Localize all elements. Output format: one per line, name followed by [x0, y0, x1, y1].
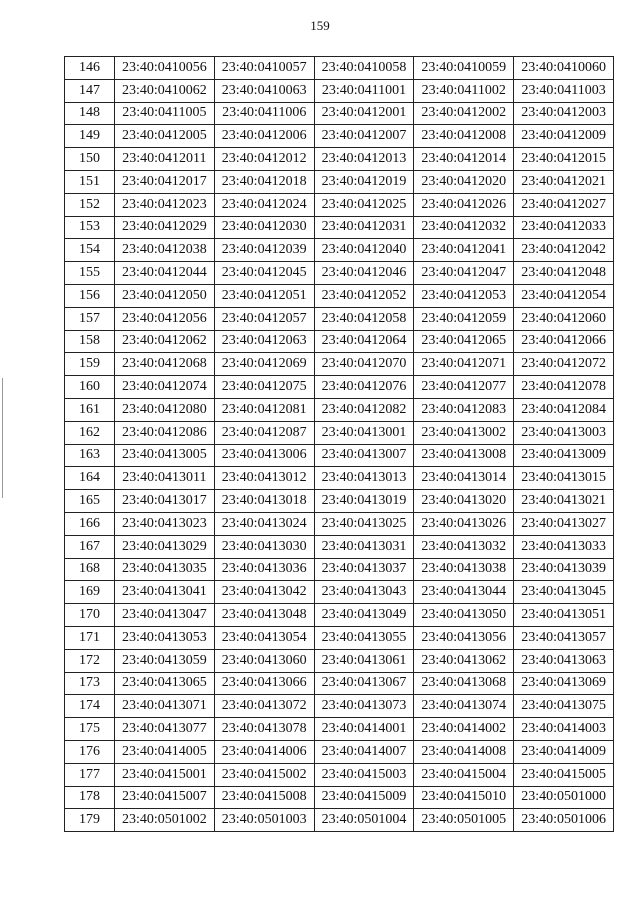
row-number-cell: 178 — [65, 786, 115, 809]
row-number-cell: 150 — [65, 148, 115, 171]
cadastral-code-cell: 23:40:0413047 — [115, 604, 215, 627]
cadastral-code-cell: 23:40:0501003 — [214, 809, 314, 832]
cadastral-code-cell: 23:40:0411006 — [214, 102, 314, 125]
cadastral-code-cell: 23:40:0415005 — [514, 763, 614, 786]
cadastral-code-cell: 23:40:0412056 — [115, 307, 215, 330]
row-number-cell: 157 — [65, 307, 115, 330]
cadastral-code-cell: 23:40:0412019 — [314, 170, 414, 193]
row-number-cell: 165 — [65, 490, 115, 513]
table-row — [65, 239, 614, 262]
cadastral-code-cell: 23:40:0412020 — [414, 170, 514, 193]
cadastral-code-cell: 23:40:0413060 — [214, 649, 314, 672]
table-row — [65, 398, 614, 421]
cadastral-code-cell: 23:40:0412057 — [214, 307, 314, 330]
cadastral-code-cell: 23:40:0413007 — [314, 444, 414, 467]
cadastral-code-cell: 23:40:0413005 — [115, 444, 215, 467]
cadastral-code-cell: 23:40:0501006 — [514, 809, 614, 832]
cadastral-code-cell: 23:40:0412075 — [214, 376, 314, 399]
cadastral-code-cell: 23:40:0410056 — [115, 57, 215, 80]
cadastral-code-cell: 23:40:0412077 — [414, 376, 514, 399]
cadastral-code-cell: 23:40:0412041 — [414, 239, 514, 262]
row-number-cell: 161 — [65, 398, 115, 421]
row-number-cell: 168 — [65, 558, 115, 581]
row-number-cell: 147 — [65, 79, 115, 102]
cadastral-code-cell: 23:40:0414002 — [414, 718, 514, 741]
row-number-cell: 148 — [65, 102, 115, 125]
cadastral-code-cell: 23:40:0414008 — [414, 740, 514, 763]
cadastral-code-cell: 23:40:0412065 — [414, 330, 514, 353]
row-number-cell: 153 — [65, 216, 115, 239]
cadastral-code-cell: 23:40:0412054 — [514, 284, 614, 307]
cadastral-code-cell: 23:40:0413057 — [514, 626, 614, 649]
cadastral-code-cell: 23:40:0412005 — [115, 125, 215, 148]
table-row — [65, 672, 614, 695]
row-number-cell: 167 — [65, 535, 115, 558]
cadastral-code-cell: 23:40:0412012 — [214, 148, 314, 171]
cadastral-code-cell: 23:40:0415002 — [214, 763, 314, 786]
cadastral-code-cell: 23:40:0412038 — [115, 239, 215, 262]
cadastral-code-cell: 23:40:0412058 — [314, 307, 414, 330]
cadastral-codes-table — [64, 56, 614, 832]
row-number-cell: 149 — [65, 125, 115, 148]
table-row — [65, 695, 614, 718]
table-row — [65, 763, 614, 786]
cadastral-code-cell: 23:40:0413008 — [414, 444, 514, 467]
cadastral-code-cell: 23:40:0412013 — [314, 148, 414, 171]
cadastral-code-cell: 23:40:0413071 — [115, 695, 215, 718]
cadastral-code-cell: 23:40:0412042 — [514, 239, 614, 262]
table-row — [65, 330, 614, 353]
cadastral-code-cell: 23:40:0501005 — [414, 809, 514, 832]
page-number: 159 — [310, 18, 330, 33]
row-number-cell: 164 — [65, 467, 115, 490]
table-row — [65, 535, 614, 558]
table-row — [65, 353, 614, 376]
cadastral-code-cell: 23:40:0415010 — [414, 786, 514, 809]
row-number-cell: 163 — [65, 444, 115, 467]
cadastral-code-cell: 23:40:0412064 — [314, 330, 414, 353]
row-number-cell: 155 — [65, 262, 115, 285]
cadastral-code-cell: 23:40:0413055 — [314, 626, 414, 649]
cadastral-code-cell: 23:40:0415001 — [115, 763, 215, 786]
cadastral-code-cell: 23:40:0412024 — [214, 193, 314, 216]
table-row — [65, 581, 614, 604]
cadastral-code-cell: 23:40:0413030 — [214, 535, 314, 558]
table-body — [65, 57, 614, 832]
cadastral-code-cell: 23:40:0412047 — [414, 262, 514, 285]
cadastral-code-cell: 23:40:0413003 — [514, 421, 614, 444]
cadastral-code-cell: 23:40:0412039 — [214, 239, 314, 262]
cadastral-code-cell: 23:40:0413066 — [214, 672, 314, 695]
row-number-cell: 156 — [65, 284, 115, 307]
cadastral-code-cell: 23:40:0412011 — [115, 148, 215, 171]
scan-margin-line — [2, 378, 3, 498]
cadastral-code-cell: 23:40:0413031 — [314, 535, 414, 558]
cadastral-code-cell: 23:40:0412070 — [314, 353, 414, 376]
row-number-cell: 169 — [65, 581, 115, 604]
cadastral-code-cell: 23:40:0411002 — [414, 79, 514, 102]
table-row — [65, 148, 614, 171]
cadastral-code-cell: 23:40:0413002 — [414, 421, 514, 444]
cadastral-code-cell: 23:40:0412078 — [514, 376, 614, 399]
cadastral-code-cell: 23:40:0412003 — [514, 102, 614, 125]
row-number-cell: 176 — [65, 740, 115, 763]
row-number-cell: 179 — [65, 809, 115, 832]
row-number-cell: 177 — [65, 763, 115, 786]
table-row — [65, 604, 614, 627]
cadastral-code-cell: 23:40:0410062 — [115, 79, 215, 102]
row-number-cell: 160 — [65, 376, 115, 399]
cadastral-code-cell: 23:40:0414007 — [314, 740, 414, 763]
cadastral-code-cell: 23:40:0413009 — [514, 444, 614, 467]
table-row — [65, 626, 614, 649]
cadastral-code-cell: 23:40:0413037 — [314, 558, 414, 581]
cadastral-code-cell: 23:40:0413059 — [115, 649, 215, 672]
row-number-cell: 152 — [65, 193, 115, 216]
cadastral-code-cell: 23:40:0414005 — [115, 740, 215, 763]
row-number-cell: 159 — [65, 353, 115, 376]
row-number-cell: 173 — [65, 672, 115, 695]
cadastral-code-cell: 23:40:0414009 — [514, 740, 614, 763]
cadastral-code-cell: 23:40:0412052 — [314, 284, 414, 307]
cadastral-code-cell: 23:40:0413032 — [414, 535, 514, 558]
cadastral-code-cell: 23:40:0412032 — [414, 216, 514, 239]
cadastral-code-cell: 23:40:0415008 — [214, 786, 314, 809]
cadastral-code-cell: 23:40:0412014 — [414, 148, 514, 171]
cadastral-code-cell: 23:40:0412046 — [314, 262, 414, 285]
cadastral-code-cell: 23:40:0413024 — [214, 512, 314, 535]
cadastral-code-cell: 23:40:0413042 — [214, 581, 314, 604]
cadastral-code-cell: 23:40:0412008 — [414, 125, 514, 148]
cadastral-code-cell: 23:40:0413075 — [514, 695, 614, 718]
cadastral-code-cell: 23:40:0415003 — [314, 763, 414, 786]
cadastral-code-cell: 23:40:0413063 — [514, 649, 614, 672]
cadastral-code-cell: 23:40:0412069 — [214, 353, 314, 376]
cadastral-code-cell: 23:40:0413026 — [414, 512, 514, 535]
cadastral-code-cell: 23:40:0413020 — [414, 490, 514, 513]
row-number-cell: 146 — [65, 57, 115, 80]
cadastral-code-cell: 23:40:0412063 — [214, 330, 314, 353]
cadastral-code-cell: 23:40:0413073 — [314, 695, 414, 718]
cadastral-code-cell: 23:40:0413069 — [514, 672, 614, 695]
cadastral-code-cell: 23:40:0412017 — [115, 170, 215, 193]
cadastral-code-cell: 23:40:0413017 — [115, 490, 215, 513]
table-row — [65, 79, 614, 102]
table-row — [65, 102, 614, 125]
cadastral-code-cell: 23:40:0412087 — [214, 421, 314, 444]
cadastral-code-cell: 23:40:0413001 — [314, 421, 414, 444]
cadastral-code-cell: 23:40:0413072 — [214, 695, 314, 718]
cadastral-code-cell: 23:40:0412071 — [414, 353, 514, 376]
table-row — [65, 307, 614, 330]
table-row — [65, 490, 614, 513]
cadastral-code-cell: 23:40:0413043 — [314, 581, 414, 604]
cadastral-code-cell: 23:40:0412030 — [214, 216, 314, 239]
table-row — [65, 467, 614, 490]
cadastral-code-cell: 23:40:0413051 — [514, 604, 614, 627]
cadastral-code-cell: 23:40:0412066 — [514, 330, 614, 353]
cadastral-code-cell: 23:40:0413021 — [514, 490, 614, 513]
cadastral-code-cell: 23:40:0413023 — [115, 512, 215, 535]
cadastral-code-cell: 23:40:0412060 — [514, 307, 614, 330]
cadastral-code-cell: 23:40:0412062 — [115, 330, 215, 353]
cadastral-code-cell: 23:40:0412025 — [314, 193, 414, 216]
cadastral-code-cell: 23:40:0413077 — [115, 718, 215, 741]
cadastral-code-cell: 23:40:0410059 — [414, 57, 514, 80]
cadastral-code-cell: 23:40:0412021 — [514, 170, 614, 193]
cadastral-code-cell: 23:40:0410063 — [214, 79, 314, 102]
cadastral-code-cell: 23:40:0412026 — [414, 193, 514, 216]
table-row — [65, 284, 614, 307]
table-row — [65, 512, 614, 535]
cadastral-code-cell: 23:40:0413050 — [414, 604, 514, 627]
cadastral-code-cell: 23:40:0413018 — [214, 490, 314, 513]
cadastral-code-cell: 23:40:0413044 — [414, 581, 514, 604]
row-number-cell: 172 — [65, 649, 115, 672]
cadastral-code-cell: 23:40:0413038 — [414, 558, 514, 581]
cadastral-code-cell: 23:40:0412040 — [314, 239, 414, 262]
cadastral-code-cell: 23:40:0414001 — [314, 718, 414, 741]
row-number-cell: 158 — [65, 330, 115, 353]
cadastral-code-cell: 23:40:0501002 — [115, 809, 215, 832]
cadastral-code-cell: 23:40:0413033 — [514, 535, 614, 558]
cadastral-code-cell: 23:40:0411005 — [115, 102, 215, 125]
cadastral-code-cell: 23:40:0412009 — [514, 125, 614, 148]
table-row — [65, 558, 614, 581]
table-row — [65, 786, 614, 809]
cadastral-code-cell: 23:40:0411001 — [314, 79, 414, 102]
cadastral-code-cell: 23:40:0412083 — [414, 398, 514, 421]
cadastral-code-cell: 23:40:0412045 — [214, 262, 314, 285]
row-number-cell: 166 — [65, 512, 115, 535]
cadastral-code-cell: 23:40:0413049 — [314, 604, 414, 627]
cadastral-code-cell: 23:40:0413027 — [514, 512, 614, 535]
cadastral-code-cell: 23:40:0412001 — [314, 102, 414, 125]
cadastral-code-cell: 23:40:0412007 — [314, 125, 414, 148]
cadastral-code-cell: 23:40:0412027 — [514, 193, 614, 216]
cadastral-code-cell: 23:40:0410060 — [514, 57, 614, 80]
cadastral-code-cell: 23:40:0412081 — [214, 398, 314, 421]
cadastral-code-cell: 23:40:0412029 — [115, 216, 215, 239]
cadastral-code-cell: 23:40:0413065 — [115, 672, 215, 695]
table-row — [65, 216, 614, 239]
cadastral-code-cell: 23:40:0412015 — [514, 148, 614, 171]
cadastral-code-cell: 23:40:0410058 — [314, 57, 414, 80]
cadastral-code-cell: 23:40:0413039 — [514, 558, 614, 581]
cadastral-code-cell: 23:40:0413012 — [214, 467, 314, 490]
cadastral-code-cell: 23:40:0413053 — [115, 626, 215, 649]
cadastral-code-cell: 23:40:0411003 — [514, 79, 614, 102]
table-row — [65, 193, 614, 216]
cadastral-code-cell: 23:40:0413067 — [314, 672, 414, 695]
row-number-cell: 154 — [65, 239, 115, 262]
cadastral-code-cell: 23:40:0501004 — [314, 809, 414, 832]
cadastral-code-cell: 23:40:0412023 — [115, 193, 215, 216]
cadastral-code-cell: 23:40:0412050 — [115, 284, 215, 307]
cadastral-code-cell: 23:40:0412051 — [214, 284, 314, 307]
cadastral-code-cell: 23:40:0412068 — [115, 353, 215, 376]
cadastral-code-cell: 23:40:0413035 — [115, 558, 215, 581]
table-row — [65, 57, 614, 80]
cadastral-code-cell: 23:40:0413041 — [115, 581, 215, 604]
table-row — [65, 376, 614, 399]
cadastral-code-cell: 23:40:0413014 — [414, 467, 514, 490]
cadastral-code-cell: 23:40:0412002 — [414, 102, 514, 125]
cadastral-code-cell: 23:40:0412033 — [514, 216, 614, 239]
row-number-cell: 175 — [65, 718, 115, 741]
cadastral-code-cell: 23:40:0412053 — [414, 284, 514, 307]
cadastral-code-cell: 23:40:0413078 — [214, 718, 314, 741]
table-row — [65, 262, 614, 285]
cadastral-code-cell: 23:40:0412059 — [414, 307, 514, 330]
row-number-cell: 171 — [65, 626, 115, 649]
cadastral-code-cell: 23:40:0413056 — [414, 626, 514, 649]
cadastral-code-cell: 23:40:0412084 — [514, 398, 614, 421]
cadastral-code-cell: 23:40:0412080 — [115, 398, 215, 421]
row-number-cell: 174 — [65, 695, 115, 718]
cadastral-code-cell: 23:40:0412072 — [514, 353, 614, 376]
cadastral-code-cell: 23:40:0501000 — [514, 786, 614, 809]
cadastral-code-cell: 23:40:0410057 — [214, 57, 314, 80]
cadastral-code-cell: 23:40:0413048 — [214, 604, 314, 627]
cadastral-code-cell: 23:40:0412076 — [314, 376, 414, 399]
table-row — [65, 740, 614, 763]
cadastral-code-cell: 23:40:0413025 — [314, 512, 414, 535]
cadastral-code-cell: 23:40:0415007 — [115, 786, 215, 809]
cadastral-code-cell: 23:40:0412048 — [514, 262, 614, 285]
cadastral-code-cell: 23:40:0413006 — [214, 444, 314, 467]
cadastral-code-cell: 23:40:0413029 — [115, 535, 215, 558]
cadastral-code-cell: 23:40:0412082 — [314, 398, 414, 421]
table-row — [65, 421, 614, 444]
table-row — [65, 718, 614, 741]
cadastral-code-cell: 23:40:0413011 — [115, 467, 215, 490]
cadastral-code-cell: 23:40:0412074 — [115, 376, 215, 399]
cadastral-code-cell: 23:40:0413068 — [414, 672, 514, 695]
cadastral-code-cell: 23:40:0413074 — [414, 695, 514, 718]
cadastral-code-cell: 23:40:0414003 — [514, 718, 614, 741]
row-number-cell: 170 — [65, 604, 115, 627]
cadastral-code-cell: 23:40:0413015 — [514, 467, 614, 490]
cadastral-code-cell: 23:40:0415009 — [314, 786, 414, 809]
cadastral-code-cell: 23:40:0412031 — [314, 216, 414, 239]
cadastral-code-cell: 23:40:0415004 — [414, 763, 514, 786]
cadastral-code-cell: 23:40:0414006 — [214, 740, 314, 763]
table-row — [65, 170, 614, 193]
table-row — [65, 649, 614, 672]
table-row — [65, 444, 614, 467]
table-row — [65, 125, 614, 148]
cadastral-code-cell: 23:40:0413045 — [514, 581, 614, 604]
cadastral-code-cell: 23:40:0413054 — [214, 626, 314, 649]
row-number-cell: 162 — [65, 421, 115, 444]
cadastral-code-cell: 23:40:0412018 — [214, 170, 314, 193]
cadastral-code-cell: 23:40:0413036 — [214, 558, 314, 581]
cadastral-code-cell: 23:40:0413013 — [314, 467, 414, 490]
cadastral-code-cell: 23:40:0412044 — [115, 262, 215, 285]
cadastral-code-cell: 23:40:0413062 — [414, 649, 514, 672]
cadastral-code-cell: 23:40:0413061 — [314, 649, 414, 672]
cadastral-code-cell: 23:40:0412086 — [115, 421, 215, 444]
table-row — [65, 809, 614, 832]
row-number-cell: 151 — [65, 170, 115, 193]
cadastral-code-cell: 23:40:0412006 — [214, 125, 314, 148]
cadastral-code-cell: 23:40:0413019 — [314, 490, 414, 513]
